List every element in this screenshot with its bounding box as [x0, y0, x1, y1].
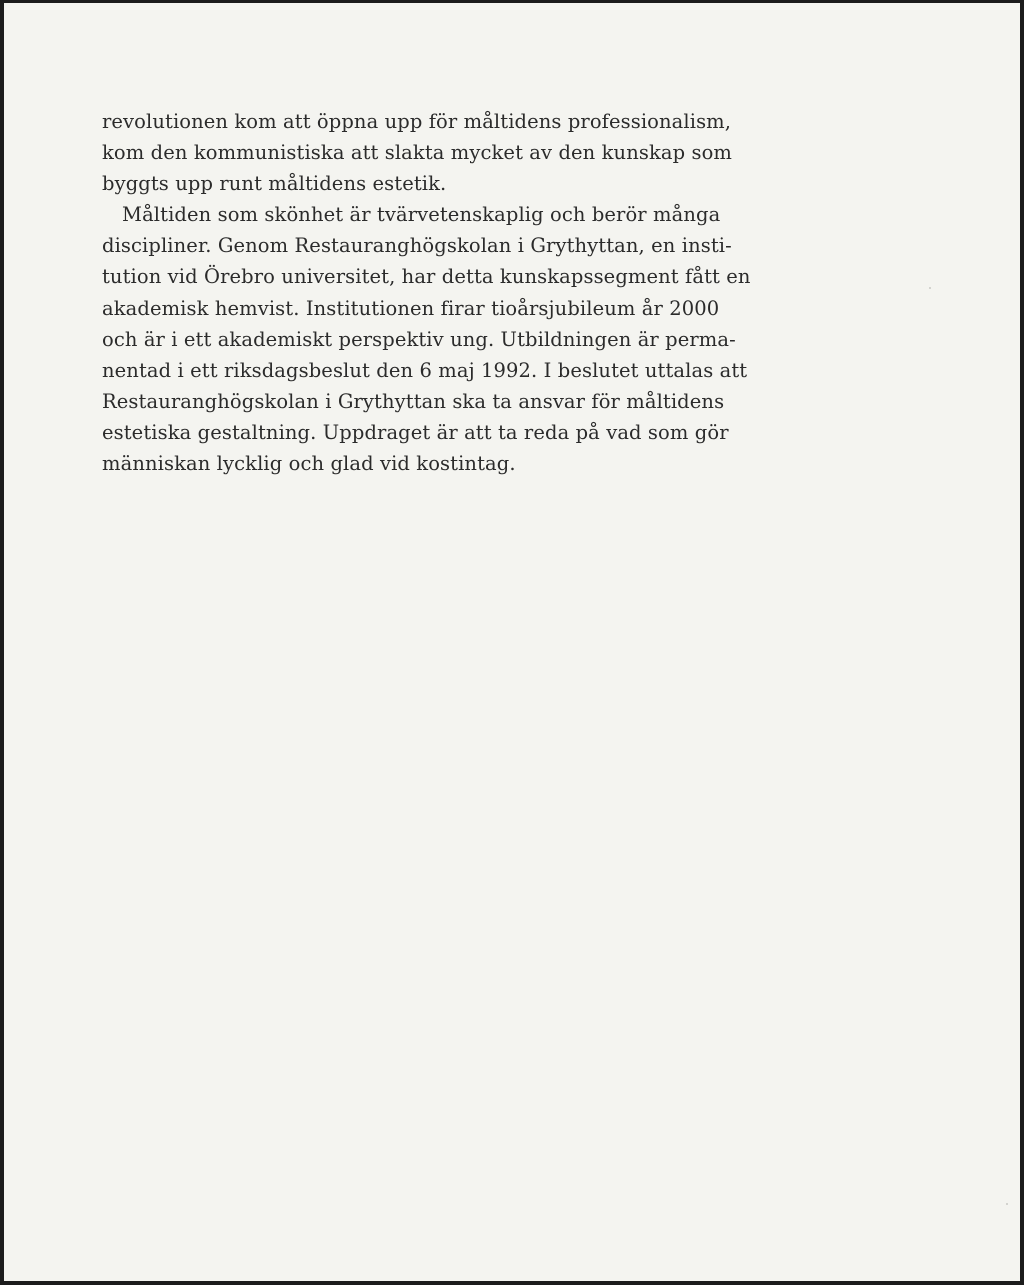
text-line: revolutionen kom att öppna upp för måltidens professionalism,: [102, 110, 732, 133]
text-line: och är i ett akademiskt perspektiv ung. Utbildningen är perma-: [102, 327, 736, 351]
body-text: [102, 106, 751, 479]
text-line: discipliner. Genom Restauranghögskolan i Grythyttan, en insti-: [102, 234, 732, 258]
text-line: människan lycklig och glad vid kostintag.: [102, 452, 516, 476]
text-line: Restauranghögskolan i Grythyttan ska ta ansvar för måltidens: [102, 389, 725, 413]
text-line: Måltiden som skönhet är tvärvetenskaplig och berör många: [122, 203, 721, 227]
paper-speck: [1006, 1203, 1008, 1205]
text-line: akademisk hemvist. Institutionen firar tioårsjubileum år 2000: [102, 296, 720, 320]
text-line: kom den kommunistiska att slakta mycket av den kunskap som: [102, 141, 733, 165]
document-page: [4, 3, 1020, 1281]
text-line: nentad i ett riksdagsbeslut den 6 maj 1992. I beslutet uttalas att: [102, 358, 748, 382]
text-line: estetiska gestaltning. Uppdraget är att ta reda på vad som gör: [102, 420, 729, 444]
paragraph-1: [102, 106, 733, 199]
text-line: byggts upp runt måltidens estetik.: [102, 172, 447, 196]
paragraph-2: [102, 199, 751, 479]
paper-speck: [929, 287, 931, 289]
text-line: tution vid Örebro universitet, har detta kunskapssegment fått en: [102, 265, 751, 289]
